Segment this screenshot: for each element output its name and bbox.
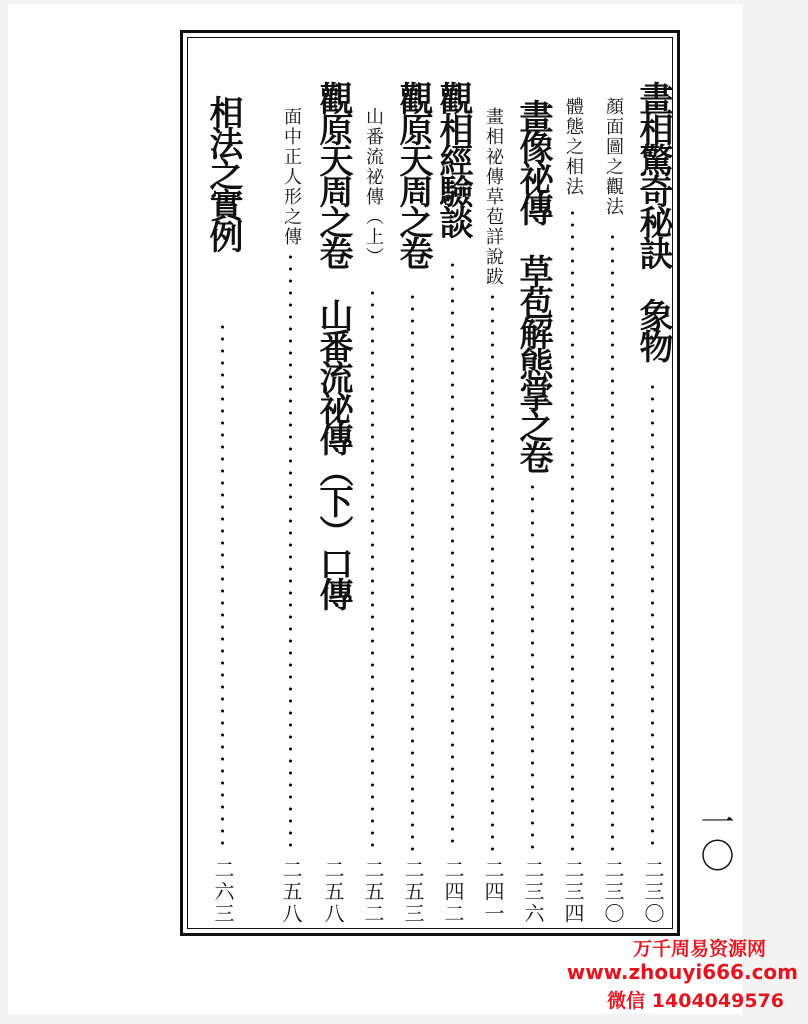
toc-page: 二六三 (211, 859, 235, 925)
toc-title: 體態之相法 (563, 97, 584, 197)
toc-title: 畫相祕傳草苞詳說跋 (483, 107, 504, 287)
toc-page: 二四一 (481, 859, 505, 925)
toc-entry (553, 81, 593, 947)
toc-entry (203, 81, 243, 947)
toc-entry (473, 81, 513, 947)
leader-dots (650, 381, 655, 851)
toc-page: 二五八 (279, 859, 303, 925)
watermark-url: www.zhouyi666.com (566, 960, 798, 984)
toc-entry (313, 81, 353, 947)
toc-title: 觀相經驗談 (433, 81, 473, 236)
toc-page: 二三〇 (641, 859, 665, 925)
leader-dots (570, 207, 575, 851)
toc-title: 山番流祕傳（上） (363, 107, 384, 267)
watermark-wechat: 微信 1404049576 (607, 990, 784, 1012)
leader-dots (410, 291, 415, 851)
toc-page: 二五八 (321, 859, 345, 925)
leader-dots (530, 481, 535, 851)
toc-page: 二三〇 (601, 859, 625, 925)
leader-dots (288, 251, 293, 851)
toc-title: 畫像祕傳 草苞解態掌之卷 (513, 99, 553, 471)
toc-title: 畫相驚奇秘訣 象物 (633, 81, 673, 360)
toc-page: 二三六 (521, 859, 545, 925)
toc-entry (633, 81, 673, 947)
toc-title: 觀原天周之卷 (393, 81, 433, 267)
toc-title: 面中正人形之傳 (281, 107, 302, 247)
watermark-site-name: 万千周易资源网 (632, 938, 766, 960)
leader-dots (220, 321, 225, 851)
toc-page: 二三四 (561, 859, 585, 925)
leader-dots (490, 291, 495, 851)
leader-dots (370, 287, 375, 851)
toc-entry (593, 81, 633, 947)
toc-entry (393, 81, 433, 947)
toc-page: 二四二 (441, 859, 465, 925)
toc-title: 顏面圖之觀法 (603, 97, 624, 217)
toc-entry (353, 81, 393, 947)
book-page (8, 4, 742, 1014)
toc-page: 二五三 (401, 859, 425, 925)
toc-entry (433, 81, 473, 947)
leader-dots (610, 231, 615, 851)
toc-entry (513, 81, 553, 947)
page-number: 一〇 (694, 804, 734, 872)
contents-frame (180, 30, 680, 936)
toc-title: 觀原天周之卷 山番流祕傳（下）口傳 (313, 81, 353, 608)
toc-entry (271, 81, 311, 947)
leader-dots (450, 259, 455, 851)
toc-page: 二五二 (361, 859, 385, 925)
toc-title: 相法之實例 (203, 95, 243, 250)
